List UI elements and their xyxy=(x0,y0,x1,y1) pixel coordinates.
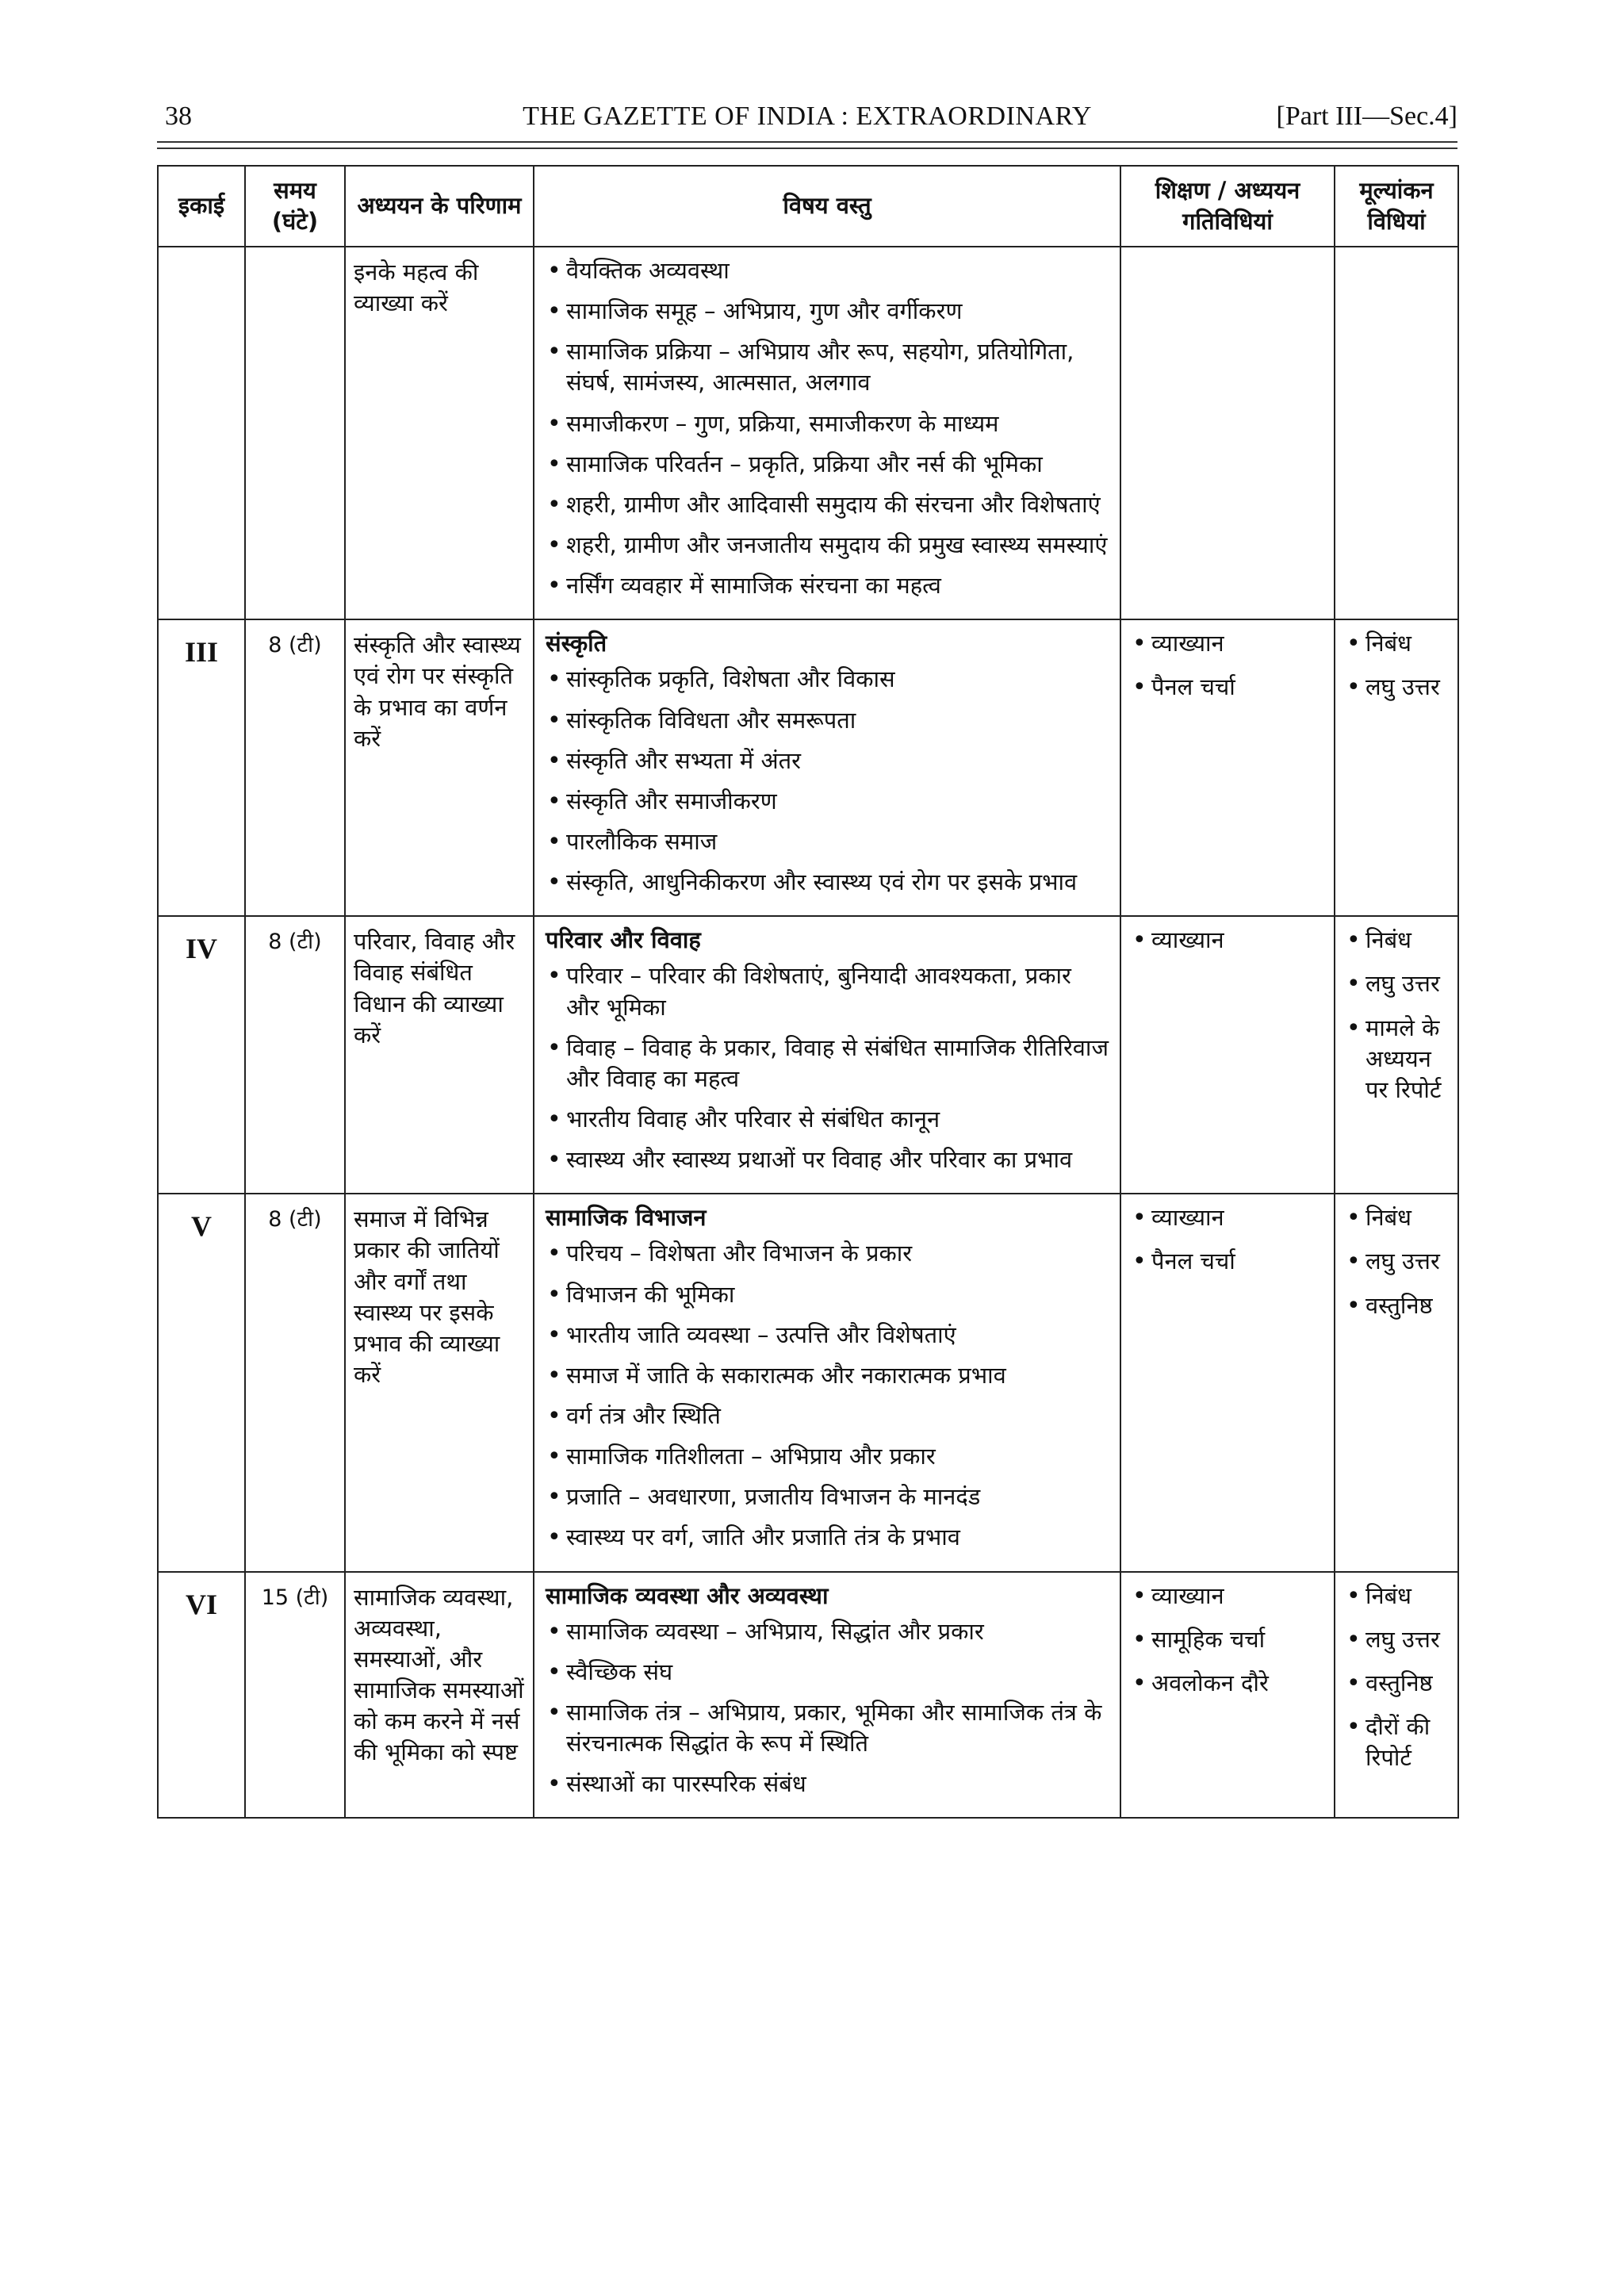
content-item: • सामाजिक समूह – अभिप्राय, गुण और वर्गीकरण xyxy=(546,296,1109,327)
activities-cell xyxy=(1120,916,1335,1194)
content-item: • परिचय – विशेषता और विभाजन के प्रकार xyxy=(546,1238,1109,1269)
content-title: सामाजिक व्यवस्था और अव्यवस्था xyxy=(546,1581,829,1609)
content-item: • संस्कृति, आधुनिकीकरण और स्वास्थ्य एवं रोग पर इसके प्रभाव xyxy=(546,867,1109,898)
evaluation-item: • निबंध xyxy=(1345,1202,1448,1233)
hours-cell: 15 (टी) xyxy=(245,1572,345,1819)
content-item: • संस्कृति और सभ्यता में अंतर xyxy=(546,746,1109,776)
content-item: • स्वास्थ्य और स्वास्थ्य प्रथाओं पर विवाह और परिवार का प्रभाव xyxy=(546,1144,1109,1175)
content-cell xyxy=(534,1194,1120,1571)
content-title: परिवार और विवाह xyxy=(546,926,701,954)
unit-cell: V xyxy=(158,1194,245,1571)
col-header-unit: इकाई xyxy=(158,166,245,247)
col-header-activities: शिक्षण / अध्ययन गतिविधियां xyxy=(1120,166,1335,247)
hours-cell xyxy=(245,247,345,619)
activities-cell xyxy=(1120,1194,1335,1571)
outcome-cell: समाज में विभिन्न प्रकार की जातियों और वर्गों तथा स्वास्थ्य पर इसके प्रभाव की व्याख्या करें xyxy=(345,1194,534,1571)
outcome-cell: परिवार, विवाह और विवाह संबंधित विधान की व्याख्या करें xyxy=(345,916,534,1194)
header-rule-double xyxy=(157,148,1457,149)
table-row xyxy=(158,916,1458,1194)
content-item: • वर्ग तंत्र और स्थिति xyxy=(546,1401,1109,1432)
evaluation-cell xyxy=(1335,1194,1458,1571)
unit-cell: IV xyxy=(158,916,245,1194)
activity-item: • पैनल चर्चा xyxy=(1131,1246,1324,1277)
content-item: • विभाजन की भूमिका xyxy=(546,1279,1109,1310)
evaluation-cell xyxy=(1335,916,1458,1194)
content-cell xyxy=(534,247,1120,619)
evaluation-item: • लघु उत्तर xyxy=(1345,1246,1448,1277)
evaluation-item: • निबंध xyxy=(1345,1581,1448,1612)
content-title: संस्कृति xyxy=(546,630,607,657)
table-row xyxy=(158,1194,1458,1571)
content-item: • शहरी, ग्रामीण और जनजातीय समुदाय की प्रमुख स्वास्थ्य समस्याएं xyxy=(546,530,1109,561)
content-cell xyxy=(534,916,1120,1194)
content-item: • सांस्कृतिक विविधता और समरूपता xyxy=(546,705,1109,736)
content-item: • पारलौकिक समाज xyxy=(546,826,1109,857)
content-item: • परिवार – परिवार की विशेषताएं, बुनियादी आवश्यकता, प्रकार और भूमिका xyxy=(546,960,1109,1022)
hours-cell: 8 (टी) xyxy=(245,916,345,1194)
evaluation-item: • लघु उत्तर xyxy=(1345,968,1448,999)
table-row xyxy=(158,247,1458,619)
content-item: • संस्थाओं का पारस्परिक संबंध xyxy=(546,1769,1109,1800)
content-item: • शहरी, ग्रामीण और आदिवासी समुदाय की संरचना और विशेषताएं xyxy=(546,489,1109,520)
activity-item: • सामूहिक चर्चा xyxy=(1131,1624,1324,1655)
activities-cell xyxy=(1120,1572,1335,1819)
evaluation-cell xyxy=(1335,247,1458,619)
table-row xyxy=(158,619,1458,916)
content-item: • समाज में जाति के सकारात्मक और नकारात्मक प्रभाव xyxy=(546,1360,1109,1391)
activity-item: • व्याख्यान xyxy=(1131,1202,1324,1233)
content-item: • सामाजिक प्रक्रिया – अभिप्राय और रूप, सहयोग, प्रतियोगिता, संघर्ष, सामंजस्य, आत्मसात, अलगाव xyxy=(546,336,1109,398)
evaluation-item: • निबंध xyxy=(1345,925,1448,956)
col-header-evaluation: मूल्यांकन विधियां xyxy=(1335,166,1458,247)
col-header-time: समय (घंटे) xyxy=(245,166,345,247)
content-item: • संस्कृति और समाजीकरण xyxy=(546,786,1109,817)
unit-cell: VI xyxy=(158,1572,245,1819)
content-item: • नर्सिंग व्यवहार में सामाजिक संरचना का महत्व xyxy=(546,570,1109,601)
content-item: • विवाह – विवाह के प्रकार, विवाह से संबंधित सामाजिक रीतिरिवाज और विवाह का महत्व xyxy=(546,1033,1109,1094)
activity-item: • व्याख्यान xyxy=(1131,628,1324,659)
content-item: • समाजीकरण – गुण, प्रक्रिया, समाजीकरण के माध्यम xyxy=(546,408,1109,439)
evaluation-item: • वस्तुनिष्ठ xyxy=(1345,1668,1448,1699)
activity-item: • अवलोकन दौरे xyxy=(1131,1668,1324,1699)
content-item: • प्रजाति – अवधारणा, प्रजातीय विभाजन के मानदंड xyxy=(546,1481,1109,1512)
content-item: • सामाजिक तंत्र – अभिप्राय, प्रकार, भूमिका और सामाजिक तंत्र के संरचनात्मक सिद्धांत के रूप में स्थिति xyxy=(546,1697,1109,1759)
evaluation-cell xyxy=(1335,1572,1458,1819)
part-section: [Part III—Sec.4] xyxy=(1276,102,1457,131)
col-header-outcomes: अध्ययन के परिणाम xyxy=(345,166,534,247)
hours-cell: 8 (टी) xyxy=(245,1194,345,1571)
content-item: • सांस्कृतिक प्रकृति, विशेषता और विकास xyxy=(546,664,1109,695)
activity-item: • व्याख्यान xyxy=(1131,1581,1324,1612)
content-cell xyxy=(534,619,1120,916)
outcome-cell: संस्कृति और स्वास्थ्य एवं रोग पर संस्कृति के प्रभाव का वर्णन करें xyxy=(345,619,534,916)
syllabus-table xyxy=(157,165,1459,1819)
outcome-cell: सामाजिक व्यवस्था, अव्यवस्था, समस्याओं, और सामाजिक समस्याओं को कम करने में नर्स की भूमिका को स्पष्ट xyxy=(345,1572,534,1819)
content-item: • वैयक्तिक अव्यवस्था xyxy=(546,255,1109,286)
outcome-cell: इनके महत्व की व्याख्या करें xyxy=(345,247,534,619)
page-header xyxy=(157,94,1457,141)
table-header-row xyxy=(158,166,1458,247)
evaluation-item: • मामले के अध्ययन पर रिपोर्ट xyxy=(1345,1013,1448,1106)
activities-cell xyxy=(1120,247,1335,619)
evaluation-item: • लघु उत्तर xyxy=(1345,672,1448,703)
activities-cell xyxy=(1120,619,1335,916)
gazette-title: THE GAZETTE OF INDIA : EXTRAORDINARY xyxy=(523,102,1092,131)
unit-cell xyxy=(158,247,245,619)
content-item: • सामाजिक व्यवस्था – अभिप्राय, सिद्धांत और प्रकार xyxy=(546,1616,1109,1647)
content-item: • स्वास्थ्य पर वर्ग, जाति और प्रजाति तंत्र के प्रभाव xyxy=(546,1522,1109,1553)
page-number: 38 xyxy=(165,102,192,131)
evaluation-item: • दौरों की रिपोर्ट xyxy=(1345,1711,1448,1773)
col-header-content: विषय वस्तु xyxy=(534,166,1120,247)
content-item: • भारतीय जाति व्यवस्था – उत्पत्ति और विशेषताएं xyxy=(546,1320,1109,1351)
hours-cell: 8 (टी) xyxy=(245,619,345,916)
content-title: सामाजिक विभाजन xyxy=(546,1204,707,1232)
content-item: • सामाजिक परिवर्तन – प्रकृति, प्रक्रिया और नर्स की भूमिका xyxy=(546,449,1109,480)
content-item: • स्वैच्छिक संघ xyxy=(546,1657,1109,1688)
activity-item: • व्याख्यान xyxy=(1131,925,1324,956)
evaluation-cell xyxy=(1335,619,1458,916)
content-item: • भारतीय विवाह और परिवार से संबंधित कानून xyxy=(546,1104,1109,1135)
content-item: • सामाजिक गतिशीलता – अभिप्राय और प्रकार xyxy=(546,1441,1109,1472)
evaluation-item: • वस्तुनिष्ठ xyxy=(1345,1290,1448,1321)
unit-cell: III xyxy=(158,619,245,916)
content-cell xyxy=(534,1572,1120,1819)
header-rule xyxy=(157,141,1457,143)
evaluation-item: • निबंध xyxy=(1345,628,1448,659)
evaluation-item: • लघु उत्तर xyxy=(1345,1624,1448,1655)
activity-item: • पैनल चर्चा xyxy=(1131,672,1324,703)
table-row xyxy=(158,1572,1458,1819)
